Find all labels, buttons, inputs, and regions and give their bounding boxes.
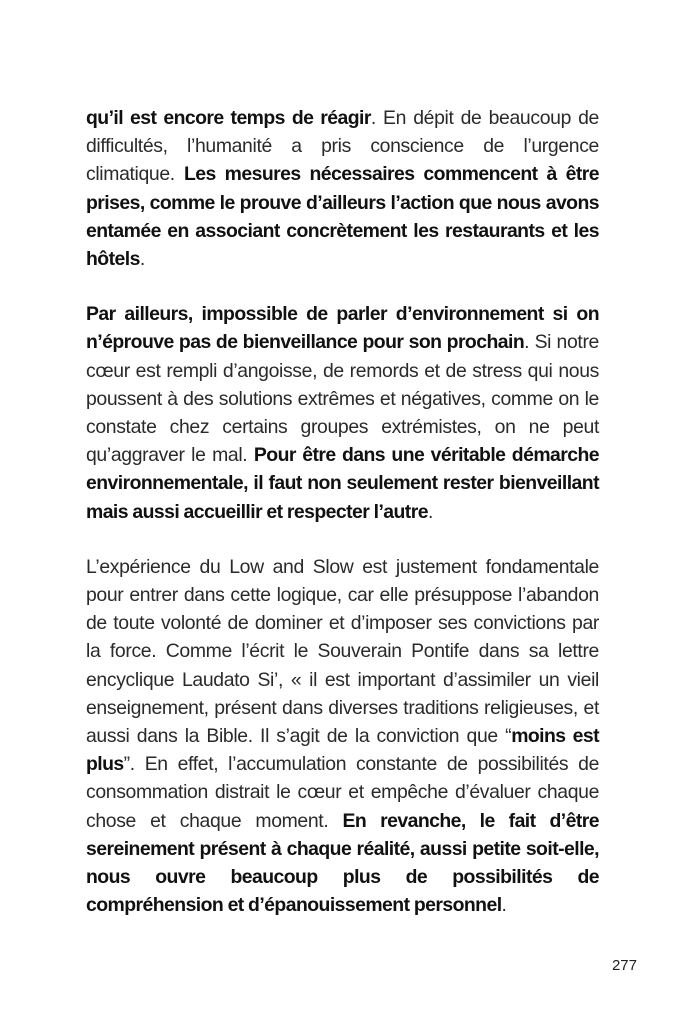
page-number: 277 xyxy=(611,957,637,974)
emphasis-text: moins est plus xyxy=(86,725,599,776)
regular-text: . Si notre cœur est rempli d’angoisse, de remords et de stress qui nous poussent à des solutions extrêmes et négatives, comme on le constate chez certains groupes extrémistes, on ne peut qu’aggraver le mal. xyxy=(86,331,599,467)
emphasis-text: Par ailleurs, impossible de parler d’environnement si on n’éprouve pas de bienveillance pour son prochain xyxy=(86,303,599,354)
paragraph-3 xyxy=(86,553,599,920)
regular-text: . En dépit de beaucoup de difficultés, l’humanité a pris conscience de l’urgence climatique. xyxy=(86,107,599,186)
regular-text: . xyxy=(139,248,145,271)
regular-text: ”. En effet, l’accumulation constante de possibilités de consommation distrait le cœur et empêche d’évaluer chaque chose et chaque moment. xyxy=(86,753,599,832)
emphasis-text: En revanche, le fait d’être sereinement présent à chaque réalité, aussi petite soit-elle, nous ouvre beaucoup plus de possibilités de compréhension et d’épanouissement personnel xyxy=(86,809,599,917)
regular-text: L’expérience du Low and Slow est justement fondamentale pour entrer dans cette logique, car elle présuppose l’abandon de toute volonté de dominer et d’imposer ses convictions par la force. Comme l’écrit le Souverain Pontife dans sa lettre encyclique Laudato Si’, « il est important d’assimiler un vieil enseignement, présent dans diverses traditions religieuses, et aussi dans la Bible. Il s’agit de la conviction que “ xyxy=(86,555,599,748)
regular-text: . xyxy=(427,500,433,523)
paragraph-2 xyxy=(86,300,599,526)
regular-text: . xyxy=(501,894,507,917)
emphasis-text: qu’il est encore temps de réagir xyxy=(86,107,371,129)
body-text xyxy=(86,104,599,946)
emphasis-text: Pour être dans une véritable démarche environnementale, il faut non seulement rester bienveillant mais aussi accueillir et respecter l’autre xyxy=(86,444,600,523)
emphasis-text: Les mesures nécessaires commencent à être prises, comme le prouve d’ailleurs l’action que nous avons entamée en associant concrètement les restaurants et les hôtels xyxy=(86,163,599,271)
paragraph-1 xyxy=(86,104,599,273)
